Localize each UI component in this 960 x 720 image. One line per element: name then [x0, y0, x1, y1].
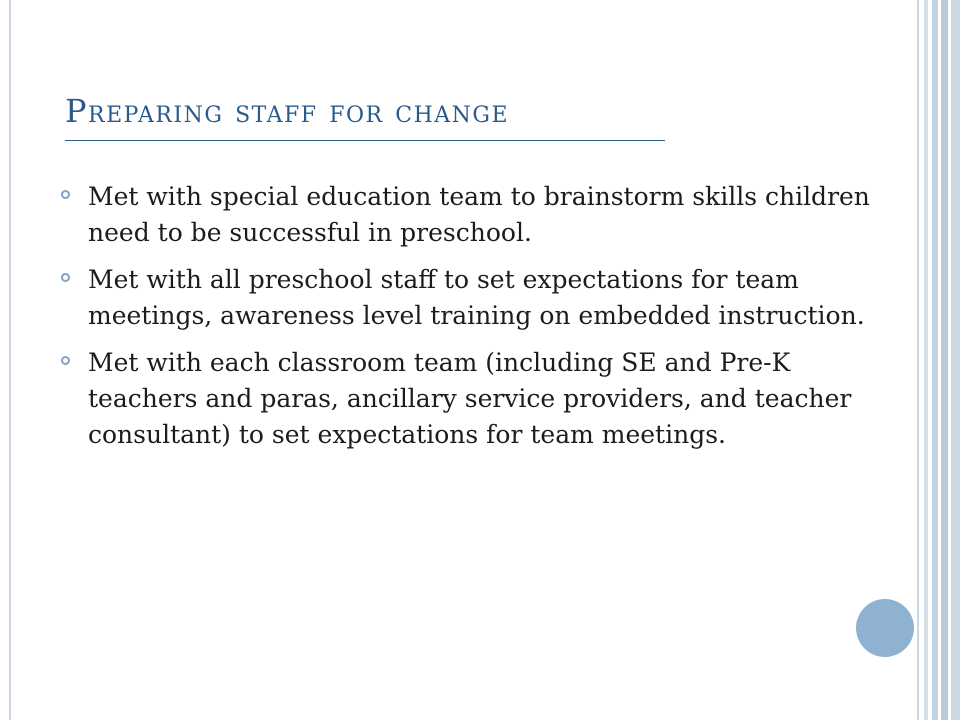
title-underline: [65, 140, 665, 141]
bullet-item: [88, 179, 898, 251]
bullet-ring-icon: [61, 356, 70, 365]
slide-title: Preparing staff for change: [65, 92, 510, 130]
right-frame-line: [917, 0, 919, 720]
decorative-stripes: [924, 0, 960, 720]
decorative-circle: [856, 599, 914, 657]
bullet-text: Met with special education team to brainstorm skills children need to be successful in preschool.: [88, 182, 870, 247]
bullet-ring-icon: [61, 273, 70, 282]
bullet-list: [88, 179, 898, 464]
bullet-ring-icon: [61, 190, 70, 199]
bullet-item: [88, 262, 898, 334]
bullet-text: Met with each classroom team (including SE and Pre-K teachers and paras, ancillary service providers, and teacher consultant) to set expectations for team meetings.: [88, 348, 852, 449]
bullet-item: [88, 345, 898, 453]
bullet-text: Met with all preschool staff to set expectations for team meetings, awareness level training on embedded instruction.: [88, 265, 865, 330]
left-frame-line: [9, 0, 11, 720]
